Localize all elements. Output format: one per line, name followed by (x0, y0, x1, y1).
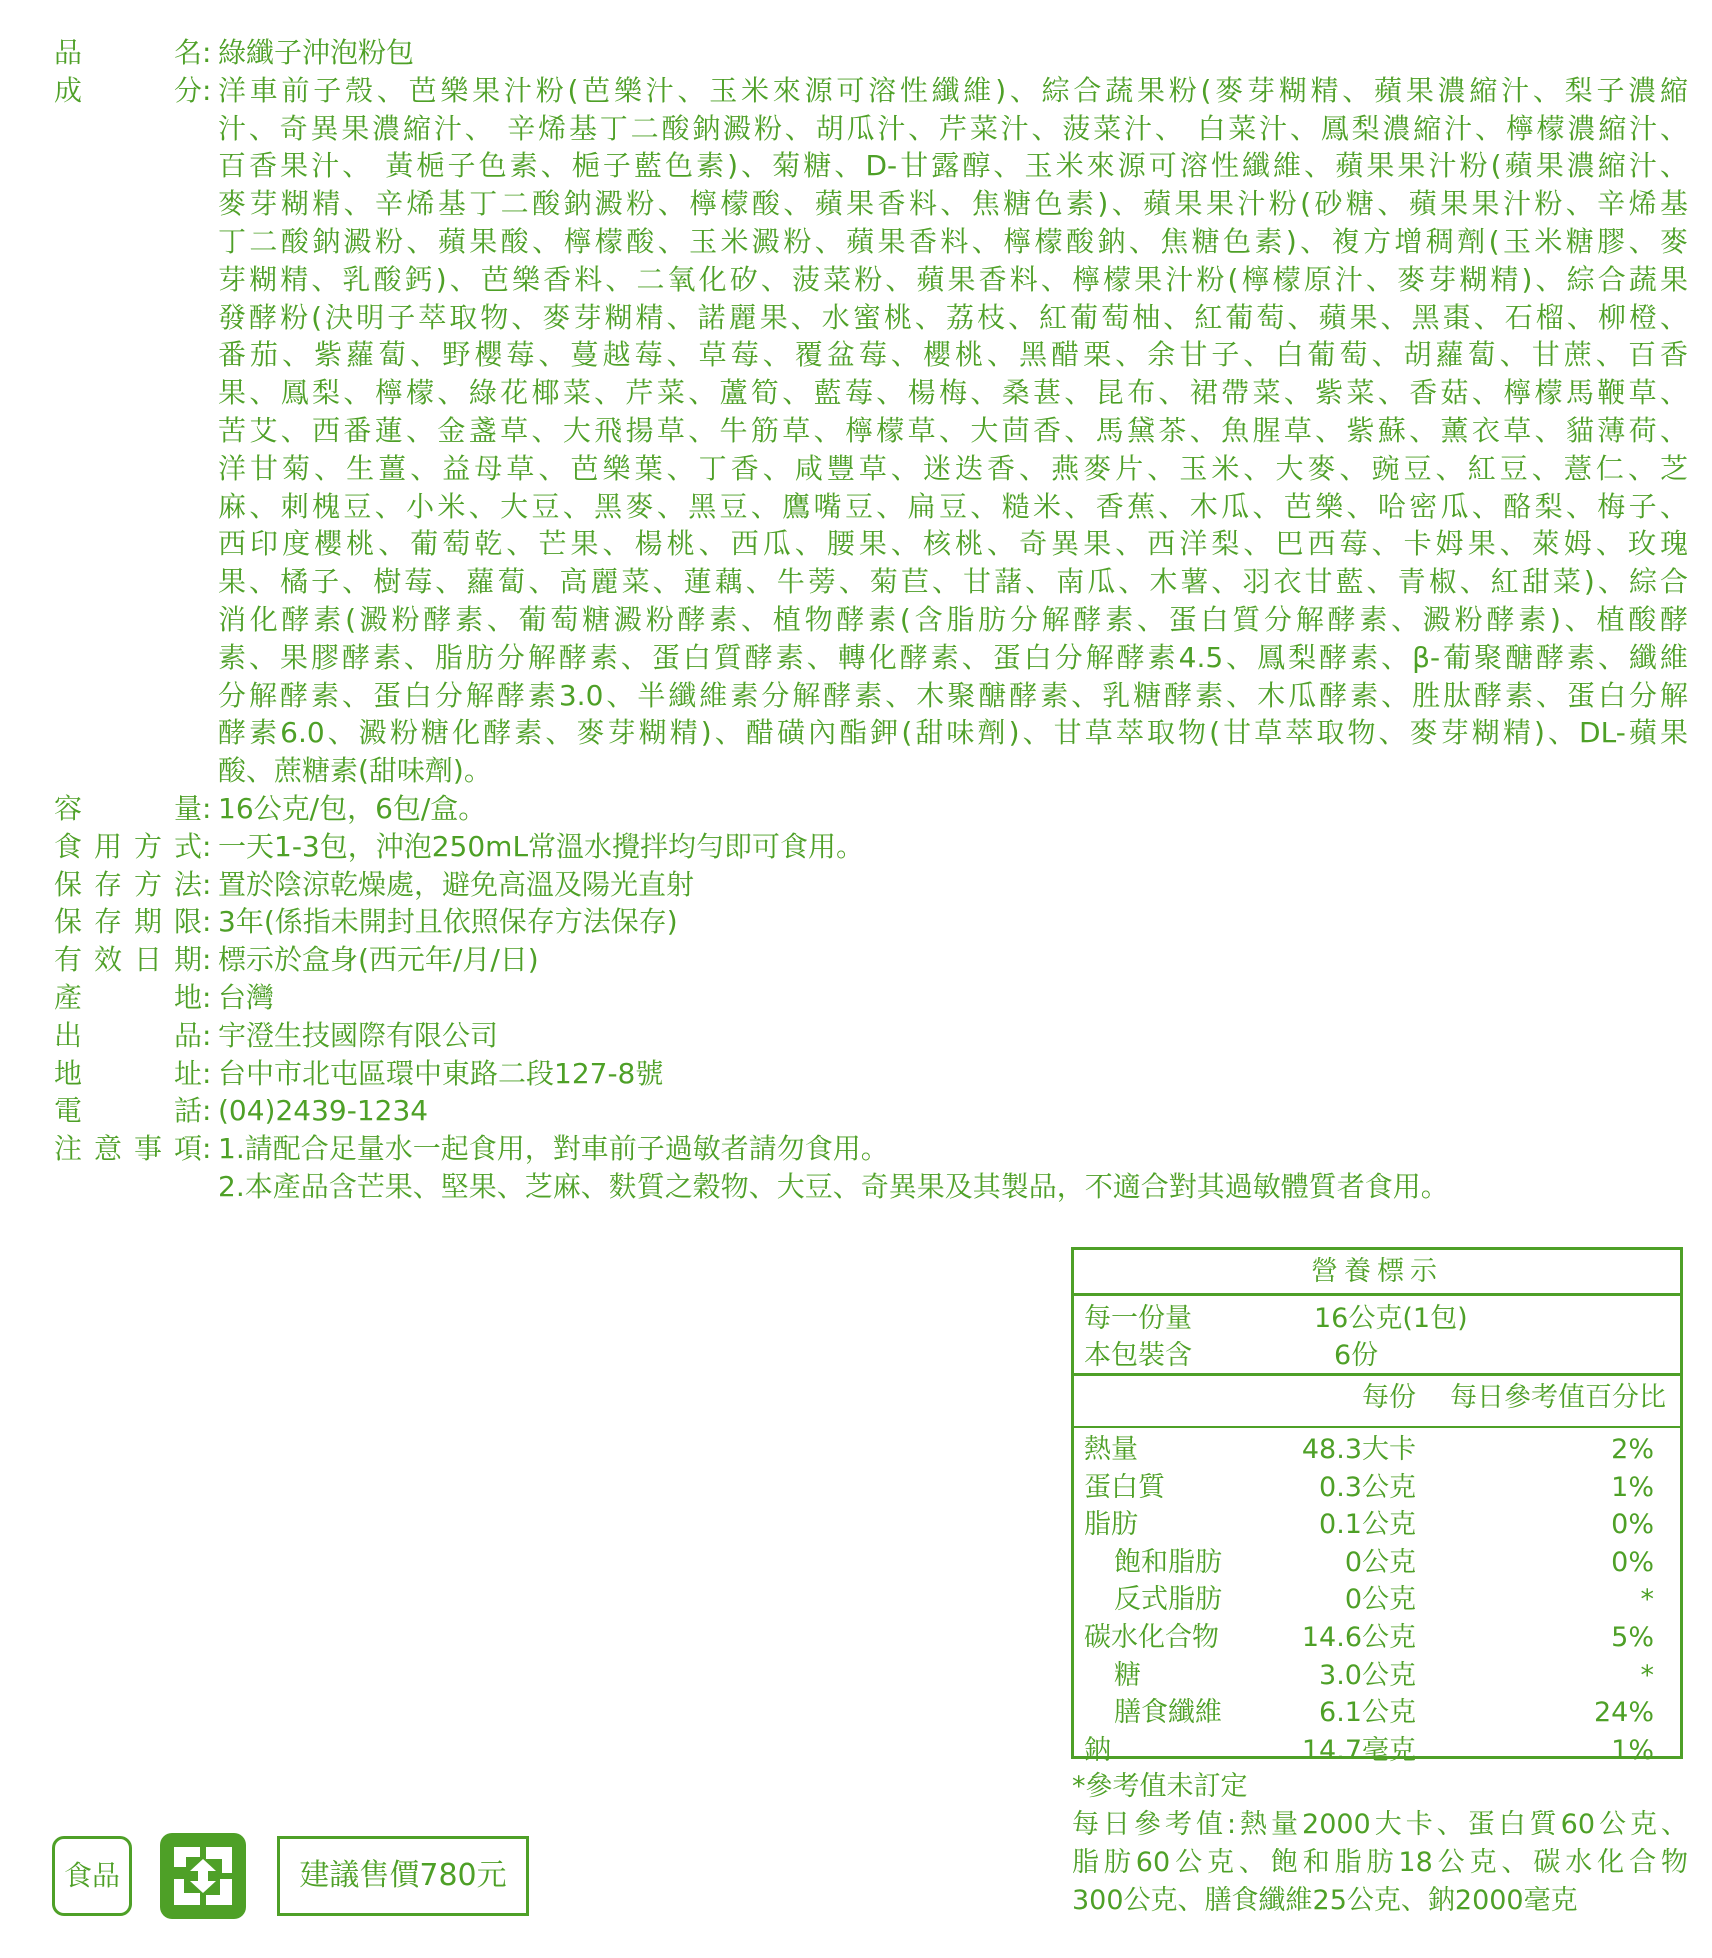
info-row-address (54, 1055, 1688, 1093)
nutrient-amount: 3.0公克 (1319, 1659, 1416, 1691)
info-row-usage (54, 828, 1688, 866)
info-colon: : (202, 36, 212, 69)
info-value-usage: 一天1-3包，沖泡250mL常溫水攪拌均勻即可食用。 (218, 829, 865, 863)
info-label-ingredients: 成 分 (54, 73, 202, 107)
info-colon: : (202, 73, 212, 107)
info-row-notes (54, 1130, 1688, 1206)
nutrient-name: 蛋白質 (1084, 1471, 1165, 1503)
nutrient-daily-value: 5% (1611, 1621, 1654, 1653)
info-value-notes: 1.請配合足量水一起食用，對車前子過敏者請勿食用。 2.本產品含芒果、堅果、芝麻、麩質之穀物、大豆、奇異果及其製品，不適合對其過敏體質者食用。 (218, 1132, 1449, 1203)
nutrition-row (1074, 1732, 1680, 1770)
col-per-serving: 每份 (1362, 1382, 1416, 1413)
info-row-producer (54, 1017, 1688, 1055)
footnote-line: 脂肪60公克、飽和脂肪18公克、碳水化合物 (1072, 1847, 1688, 1878)
info-value-address: 台中市北屯區環中東路二段127-8號 (218, 1056, 664, 1090)
nutrition-row (1074, 1581, 1680, 1619)
info-label-address: 地 址 (54, 1056, 202, 1090)
nutrient-name: 膳食纖維 (1114, 1697, 1222, 1729)
nutrition-table (1071, 1247, 1683, 1766)
footnote-line: 每日參考值:熱量2000大卡、蛋白質60公克、 (1072, 1809, 1688, 1840)
nutrition-title: 營養標示 (1074, 1250, 1680, 1296)
nutrient-daily-value: 1% (1611, 1471, 1654, 1503)
nutrition-row (1074, 1544, 1680, 1582)
info-colon: : (202, 980, 212, 1014)
nutrition-row (1074, 1694, 1680, 1732)
nutrient-name: 碳水化合物 (1084, 1621, 1219, 1653)
nutrient-daily-value: 0% (1611, 1509, 1654, 1541)
daily-value-footnotes (1072, 1768, 1688, 1920)
nutrition-header (1074, 1376, 1680, 1428)
nutrient-amount: 6.1公克 (1319, 1697, 1416, 1729)
nutrition-rows (1074, 1428, 1680, 1769)
info-colon: : (202, 829, 212, 863)
info-colon: : (202, 1018, 212, 1052)
nutrient-name: 飽和脂肪 (1114, 1546, 1222, 1578)
info-value-expiry: 標示於盒身(西元年/月/日) (218, 943, 539, 977)
nutrient-name: 熱量 (1084, 1434, 1138, 1465)
info-colon: : (202, 867, 212, 901)
nutrient-amount: 14.6公克 (1301, 1621, 1416, 1653)
info-value-name: 綠纖子沖泡粉包 (218, 36, 415, 69)
info-label-expiry: 有 效 日 期 (54, 943, 202, 977)
info-label-phone: 電 話 (54, 1094, 202, 1128)
nutrient-amount: 0公克 (1344, 1584, 1416, 1616)
info-value-origin: 台灣 (218, 980, 275, 1014)
servings-label: 本包裝含 (1084, 1340, 1192, 1371)
nutrient-daily-value: 2% (1611, 1434, 1654, 1465)
info-label-shelf-life: 保 存 期 限 (54, 905, 202, 939)
info-value-producer: 宇澄生技國際有限公司 (218, 1018, 499, 1052)
info-value-volume: 16公克/包，6包/盒。 (218, 791, 487, 825)
info-value-shelf-life: 3年(係指未開封且依照保存方法保存) (218, 905, 678, 939)
nutrient-daily-value: 0% (1611, 1546, 1654, 1578)
info-row-shelf-life (54, 903, 1688, 941)
nutrition-row (1074, 1619, 1680, 1657)
info-colon: : (202, 943, 212, 977)
footnote-line: *參考值未訂定 (1072, 1771, 1248, 1802)
info-label-storage: 保 存 方 法 (54, 867, 202, 901)
nutrient-name: 脂肪 (1084, 1509, 1138, 1541)
nutrient-daily-value: 24% (1593, 1697, 1654, 1729)
info-label-notes: 注 意 事 項 (54, 1132, 202, 1166)
nutrition-row (1074, 1506, 1680, 1544)
footnote-line: 300公克、膳食纖維25公克、鈉2000毫克 (1072, 1885, 1578, 1916)
nutrient-daily-value: * (1640, 1659, 1654, 1691)
info-row-expiry (54, 941, 1688, 979)
nutrient-daily-value: * (1640, 1584, 1654, 1616)
info-label-origin: 產 地 (54, 980, 202, 1014)
info-value-phone: (04)2439-1234 (218, 1094, 429, 1128)
info-label-volume: 容 量 (54, 791, 202, 825)
info-label-producer: 出 品 (54, 1018, 202, 1052)
nutrition-row (1074, 1469, 1680, 1507)
nutrient-amount: 48.3大卡 (1301, 1434, 1416, 1465)
info-colon: : (202, 905, 212, 939)
col-daily-value: 每日參考值百分比 (1450, 1382, 1666, 1413)
nutrient-name: 鈉 (1084, 1734, 1111, 1766)
info-colon: : (202, 791, 212, 825)
nutrient-daily-value: 1% (1611, 1734, 1654, 1766)
info-row-name (54, 34, 1688, 72)
nutrient-amount: 0.3公克 (1319, 1471, 1416, 1503)
info-colon: : (202, 1094, 212, 1128)
info-row-ingredients (54, 72, 1688, 790)
info-value-ingredients: 洋車前子殼、芭樂果汁粉(芭樂汁、玉米來源可溶性纖維)、綜合蔬果粉(麥芽糊精、蘋果濃縮汁、梨子濃縮 汁、奇異果濃縮汁、 辛烯基丁二酸鈉澱粉、胡瓜汁、芹菜汁、菠菜汁、 白菜汁、鳳梨濃縮汁、檸檬濃縮汁、 百香果汁、 黃梔子色素、梔子藍色素)、菊糖、D-甘露醇、玉米來源可溶性纖維、蘋果果汁粉(蘋果濃縮汁、 麥芽糊精、辛烯基丁二酸鈉澱粉、檸檬酸、蘋果香料、焦糖色素)、蘋果果汁粉(砂糖、蘋果果汁粉、辛烯基 丁二酸鈉澱粉、蘋果酸、檸檬酸、玉米澱粉、蘋果香料、檸檬酸鈉、焦糖色素)、複方增稠劑(玉米糖膠、麥 芽糊精、乳酸鈣)、芭樂香料、二氧化矽、菠菜粉、蘋果香料、檸檬果汁粉(檸檬原汁、麥芽糊精)、綜合蔬果 發酵粉(決明子萃取物、麥芽糊精、諾麗果、水蜜桃、荔枝、紅葡萄柚、紅葡萄、蘋果、黑棗、石榴、柳橙、 番茄、紫蘿蔔、野櫻莓、蔓越莓、草莓、覆盆莓、櫻桃、黑醋栗、余甘子、白葡萄、胡蘿蔔、甘蔗、百香 果、鳳梨、檸檬、綠花椰菜、芹菜、蘆筍、藍莓、楊梅、桑葚、昆布、裙帶菜、紫菜、香菇、檸檬馬鞭草、 苦艾、西番蓮、金盞草、大飛揚草、牛筋草、檸檬草、大茴香、馬黛茶、魚腥草、紫蘇、薰衣草、貓薄荷、 洋甘菊、生薑、益母草、芭樂葉、丁香、咸豐草、迷迭香、燕麥片、玉米、大麥、豌豆、紅豆、薏仁、芝 麻、刺槐豆、小米、大豆、黑麥、黑豆、鷹嘴豆、扁豆、糙米、香蕉、木瓜、芭樂、哈密瓜、酪梨、梅子、 西印度櫻桃、葡萄乾、芒果、楊桃、西瓜、腰果、核桃、奇異果、西洋梨、巴西莓、卡姆果、萊姆、玫瑰 果、橘子、樹莓、蘿蔔、高麗菜、蓮藕、牛蒡、菊苣、甘藷、南瓜、木薯、羽衣甘藍、青椒、紅甜菜)、綜合 消化酵素(澱粉酵素、葡萄糖澱粉酵素、植物酵素(含脂肪分解酵素、蛋白質分解酵素、澱粉酵素)、植酸酵 素、果膠酵素、脂肪分解酵素、蛋白質酵素、轉化酵素、蛋白分解酵素4.5、鳳梨酵素、β-葡聚醣酵素、纖維 分解酵素、蛋白分解酵素3.0、半纖維素分解酵素、木聚醣酵素、乳糖酵素、木瓜酵素、胜肽酵素、蛋白分解 酵素6.0、澱粉糖化酵素、麥芽糊精)、醋磺內酯鉀(甜味劑)、甘草萃取物(甘草萃取物、麥芽糊精)、DL-蘋果 酸、蔗糖素(甜味劑)。 (218, 73, 1688, 788)
info-label-name: 品 名 (54, 36, 202, 69)
recycle-icon (160, 1833, 246, 1919)
info-colon: : (202, 1056, 212, 1090)
nutrition-row (1074, 1657, 1680, 1695)
serving-size-label: 每一份量 (1084, 1303, 1192, 1334)
product-info (54, 34, 1688, 1206)
nutrient-amount: 0公克 (1344, 1546, 1416, 1578)
nutrient-name: 反式脂肪 (1114, 1584, 1222, 1616)
nutrition-row (1074, 1431, 1680, 1469)
serving-info (1074, 1296, 1680, 1376)
nutrient-amount: 14.7毫克 (1301, 1734, 1416, 1766)
info-row-phone (54, 1092, 1688, 1130)
food-badge: 食品 (52, 1836, 132, 1916)
serving-size-value: 16公克(1包) (1314, 1303, 1468, 1334)
nutrient-name: 糖 (1114, 1659, 1141, 1691)
info-row-volume (54, 790, 1688, 828)
nutrient-amount: 0.1公克 (1319, 1509, 1416, 1541)
suggested-price: 建議售價780元 (277, 1836, 529, 1916)
info-colon: : (202, 1132, 212, 1166)
info-row-origin (54, 979, 1688, 1017)
info-value-storage: 置於陰涼乾燥處，避免高溫及陽光直射 (218, 867, 695, 901)
servings-value: 6份 (1334, 1340, 1379, 1371)
info-label-usage: 食 用 方 式 (54, 829, 202, 863)
info-row-storage (54, 866, 1688, 904)
